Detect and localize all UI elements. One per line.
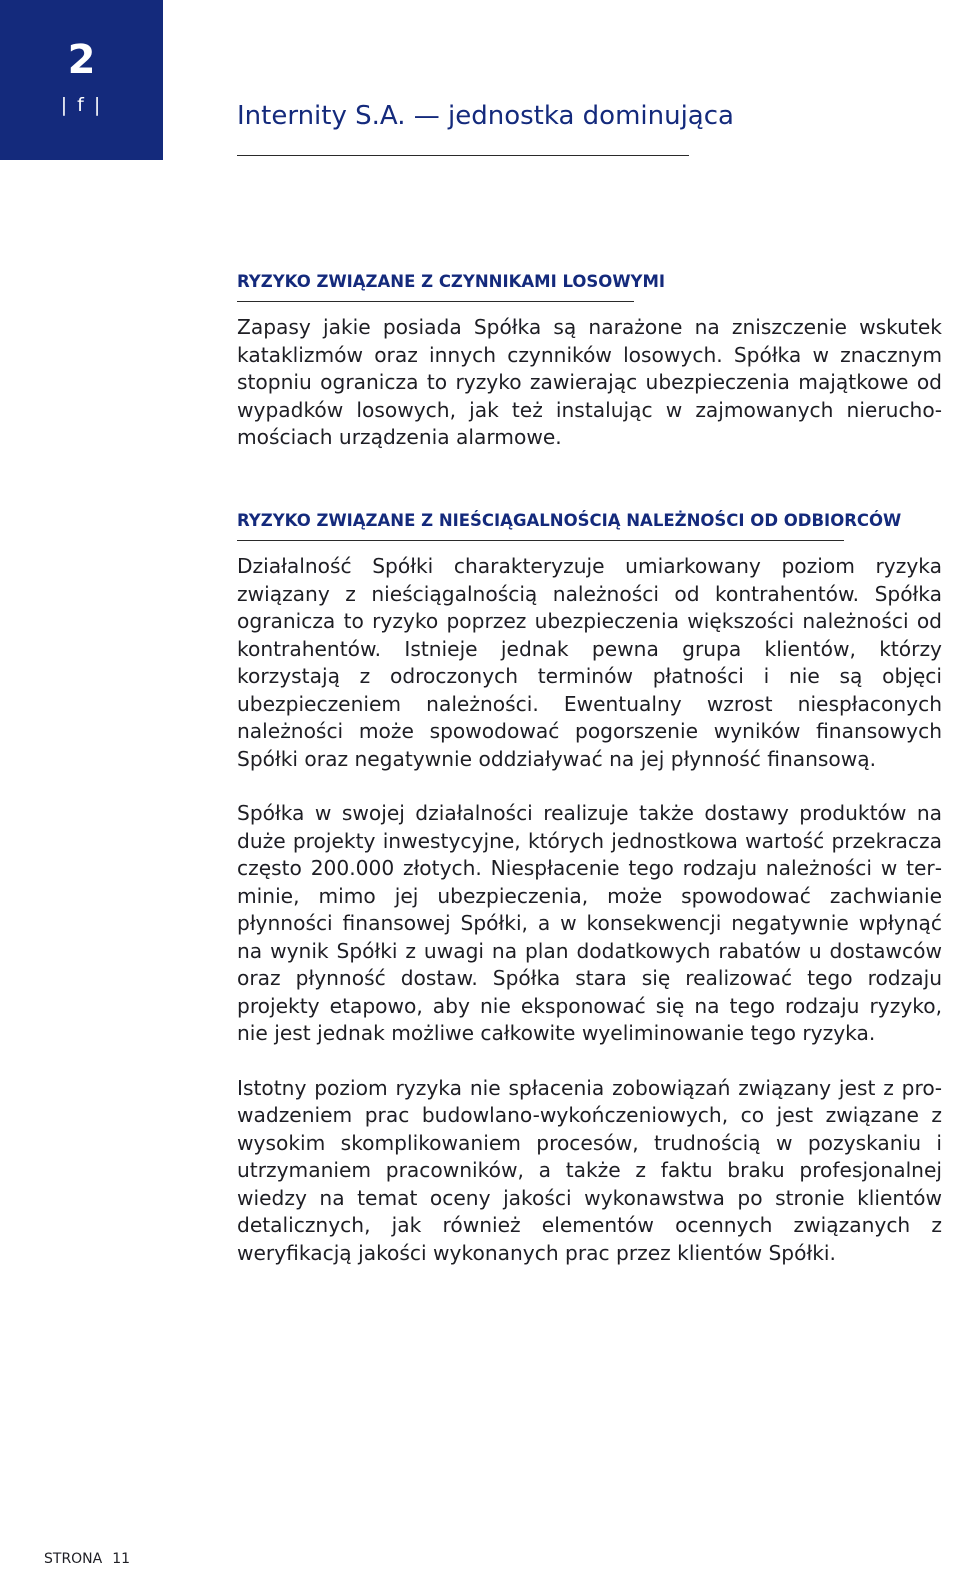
header-divider: [237, 155, 689, 156]
paragraph: Spółka w swojej działalności realizuje także dostawy produktów na duże projekty inwestycyjne, których jednostkowa wartość przekracza często 200.000 złotych. Niespłacenie tego rodzaju należności w terminie, mimo jej ubezpieczenia, może spowodować zachwianie płynności finansowej Spółki, a w konsekwencji negatywnie wpłynąć na wynik Spółki z uwagi na plan dodatkowych rabatów u dostawców oraz płynność dostaw. Spółka stara się realizować tego rodzaju projekty etapowo, aby nie eksponować się na tego rodzaju ryzyko, nie jest jednak możliwe całkowite wyeliminowanie tego ryzyka.: [237, 801, 942, 1045]
page-number: 11: [112, 1551, 131, 1567]
section-divider: [237, 301, 634, 302]
section-heading: RYZYKO ZWIĄZANE Z NIEŚCIĄGALNOŚCIĄ NALEŻNOŚCI OD ODBIORCÓW: [237, 511, 902, 530]
paragraph: Zapasy jakie posiada Spółka są narażone na zniszczenie wskutek kataklizmów oraz innych czynników losowych. Spółka w znacznym stopniu ogranicza to ryzyko zawierając ubezpieczenia majątkowe od wypadków losowych, jak też instalując w zajmowanych nieruchomościach urządzenia alarmowe.: [237, 315, 942, 449]
section-heading: RYZYKO ZWIĄZANE Z CZYNNIKAMI LOSOWYMI: [237, 272, 666, 291]
paragraph: Istotny poziom ryzyka nie spłacenia zobowiązań związany jest z prowadzeniem prac budowlano-wykończeniowych, co jest związane z wysokim skomplikowaniem procesów, trudnością w pozyskaniu i utrzymaniem pracowników, a także z faktu braku profesjonalnej wiedzy na temat oceny jakości wykonawstwa po stronie klientów detalicznych, jak również elementów ocennych związanych z weryfikacją jakości wykonanych prac przez klientów Spółki.: [237, 1075, 942, 1265]
section-random-factors: [237, 272, 942, 452]
footer-label: STRONA: [44, 1551, 103, 1567]
page-footer: [44, 1551, 130, 1567]
section-divider: [237, 540, 844, 541]
paragraph: Działalność Spółki charakteryzuje umiarkowany poziom ryzyka związany z nieściągalnością należności od kontrahentów. Spółka ogranicza to ryzyko poprzez ubezpieczenia większości należności od kontrahentów. Istnieje jednak pewna grupa klientów, którzy korzystają z odroczonych terminów płatności i nie są objęci ubezpieczeniem należności. Ewentualny wzrost niespłaconych należności może spowodować pogorszenie wyników finansowych Spółki oraz negatywnie oddziaływać na jej płynność finansową.: [237, 554, 942, 771]
section-receivables: [237, 511, 942, 1267]
chapter-badge: [0, 0, 163, 160]
chapter-letter: | f |: [60, 94, 103, 116]
chapter-number: 2: [67, 37, 96, 83]
page-title: Internity S.A. — jednostka dominująca: [237, 101, 734, 131]
